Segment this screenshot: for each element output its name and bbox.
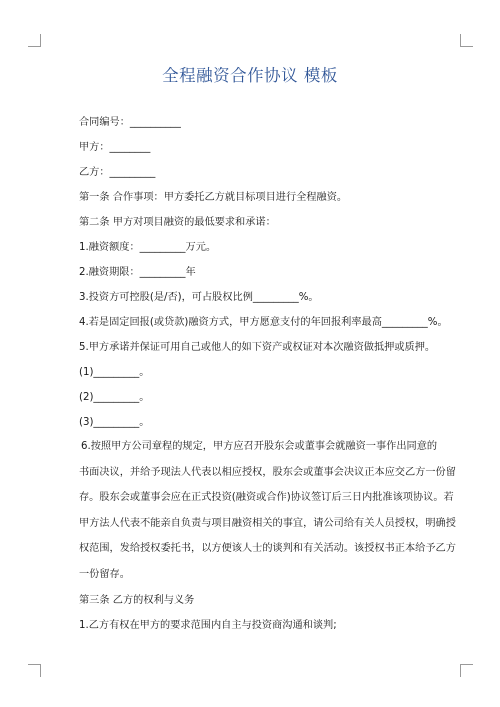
- clause-2-6: [79, 434, 456, 587]
- clause-2-1: 1.融资额度：_________万元。: [79, 242, 217, 253]
- clause-3-1: 1.乙方有权在甲方的要求范围内自主与投资商沟通和谈判;: [79, 620, 337, 631]
- clause-2-6-line: 权范围，发给授权委托书，以方便该人士的谈判和有关活动。该授权书正本给予乙方: [79, 543, 456, 554]
- party-a-line: 甲方：________: [79, 142, 151, 153]
- crop-mark-top-right: [460, 34, 473, 47]
- collateral-item-3: (3)_________。: [79, 417, 150, 428]
- article-1: 第一条 合作事项：甲方委托乙方就目标项目进行全程融资。: [79, 192, 348, 203]
- clause-2-4: 4.若是固定回报(或贷款)融资方式，甲方愿意支付的年回报利率最高_________%。: [79, 317, 448, 328]
- collateral-item-2: (2)_________。: [79, 392, 150, 403]
- clause-2-6-line: 书面决议，并给予现法人代表以相应授权，股东会或董事会决议正本应交乙方一份留: [79, 466, 456, 478]
- contract-number-line: 合同编号：__________: [79, 117, 181, 128]
- clause-2-3: 3.投资方可控股(是/否)，可占股权比例_________%。: [79, 292, 319, 303]
- crop-mark-bottom-left: [28, 664, 41, 677]
- article-2-heading: 第二条 甲方对项目融资的最低要求和承诺：: [79, 217, 276, 228]
- crop-mark-bottom-right: [460, 664, 473, 677]
- clause-2-6-line: 一份留存。: [79, 568, 130, 580]
- clause-2-6-line: 甲方法人代表不能亲自负责与项目融资相关的事宜，请公司给有关人员授权，明确授: [79, 517, 456, 529]
- article-3-heading: 第三条 乙方的权利与义务: [79, 595, 195, 606]
- crop-mark-top-left: [28, 34, 41, 47]
- clause-2-5: 5.甲方承诺并保证可用自己或他人的如下资产或权证对本次融资做抵押或质押。: [79, 342, 436, 353]
- party-b-line: 乙方：_________: [79, 167, 156, 178]
- collateral-item-1: (1)_________。: [79, 367, 150, 378]
- clause-2-6-line: 存。股东会或董事会应在正式投资(融资或合作)协议签订后三日内批准该项协议。若: [79, 492, 454, 503]
- document-title: 全程融资合作协议 模板: [162, 66, 338, 85]
- clause-2-6-line: 6.按照甲方公司章程的规定，甲方应召开股东会或董事会就融资一事作出同意的: [81, 441, 438, 452]
- clause-2-2: 2.融资期限：_________年: [79, 267, 196, 278]
